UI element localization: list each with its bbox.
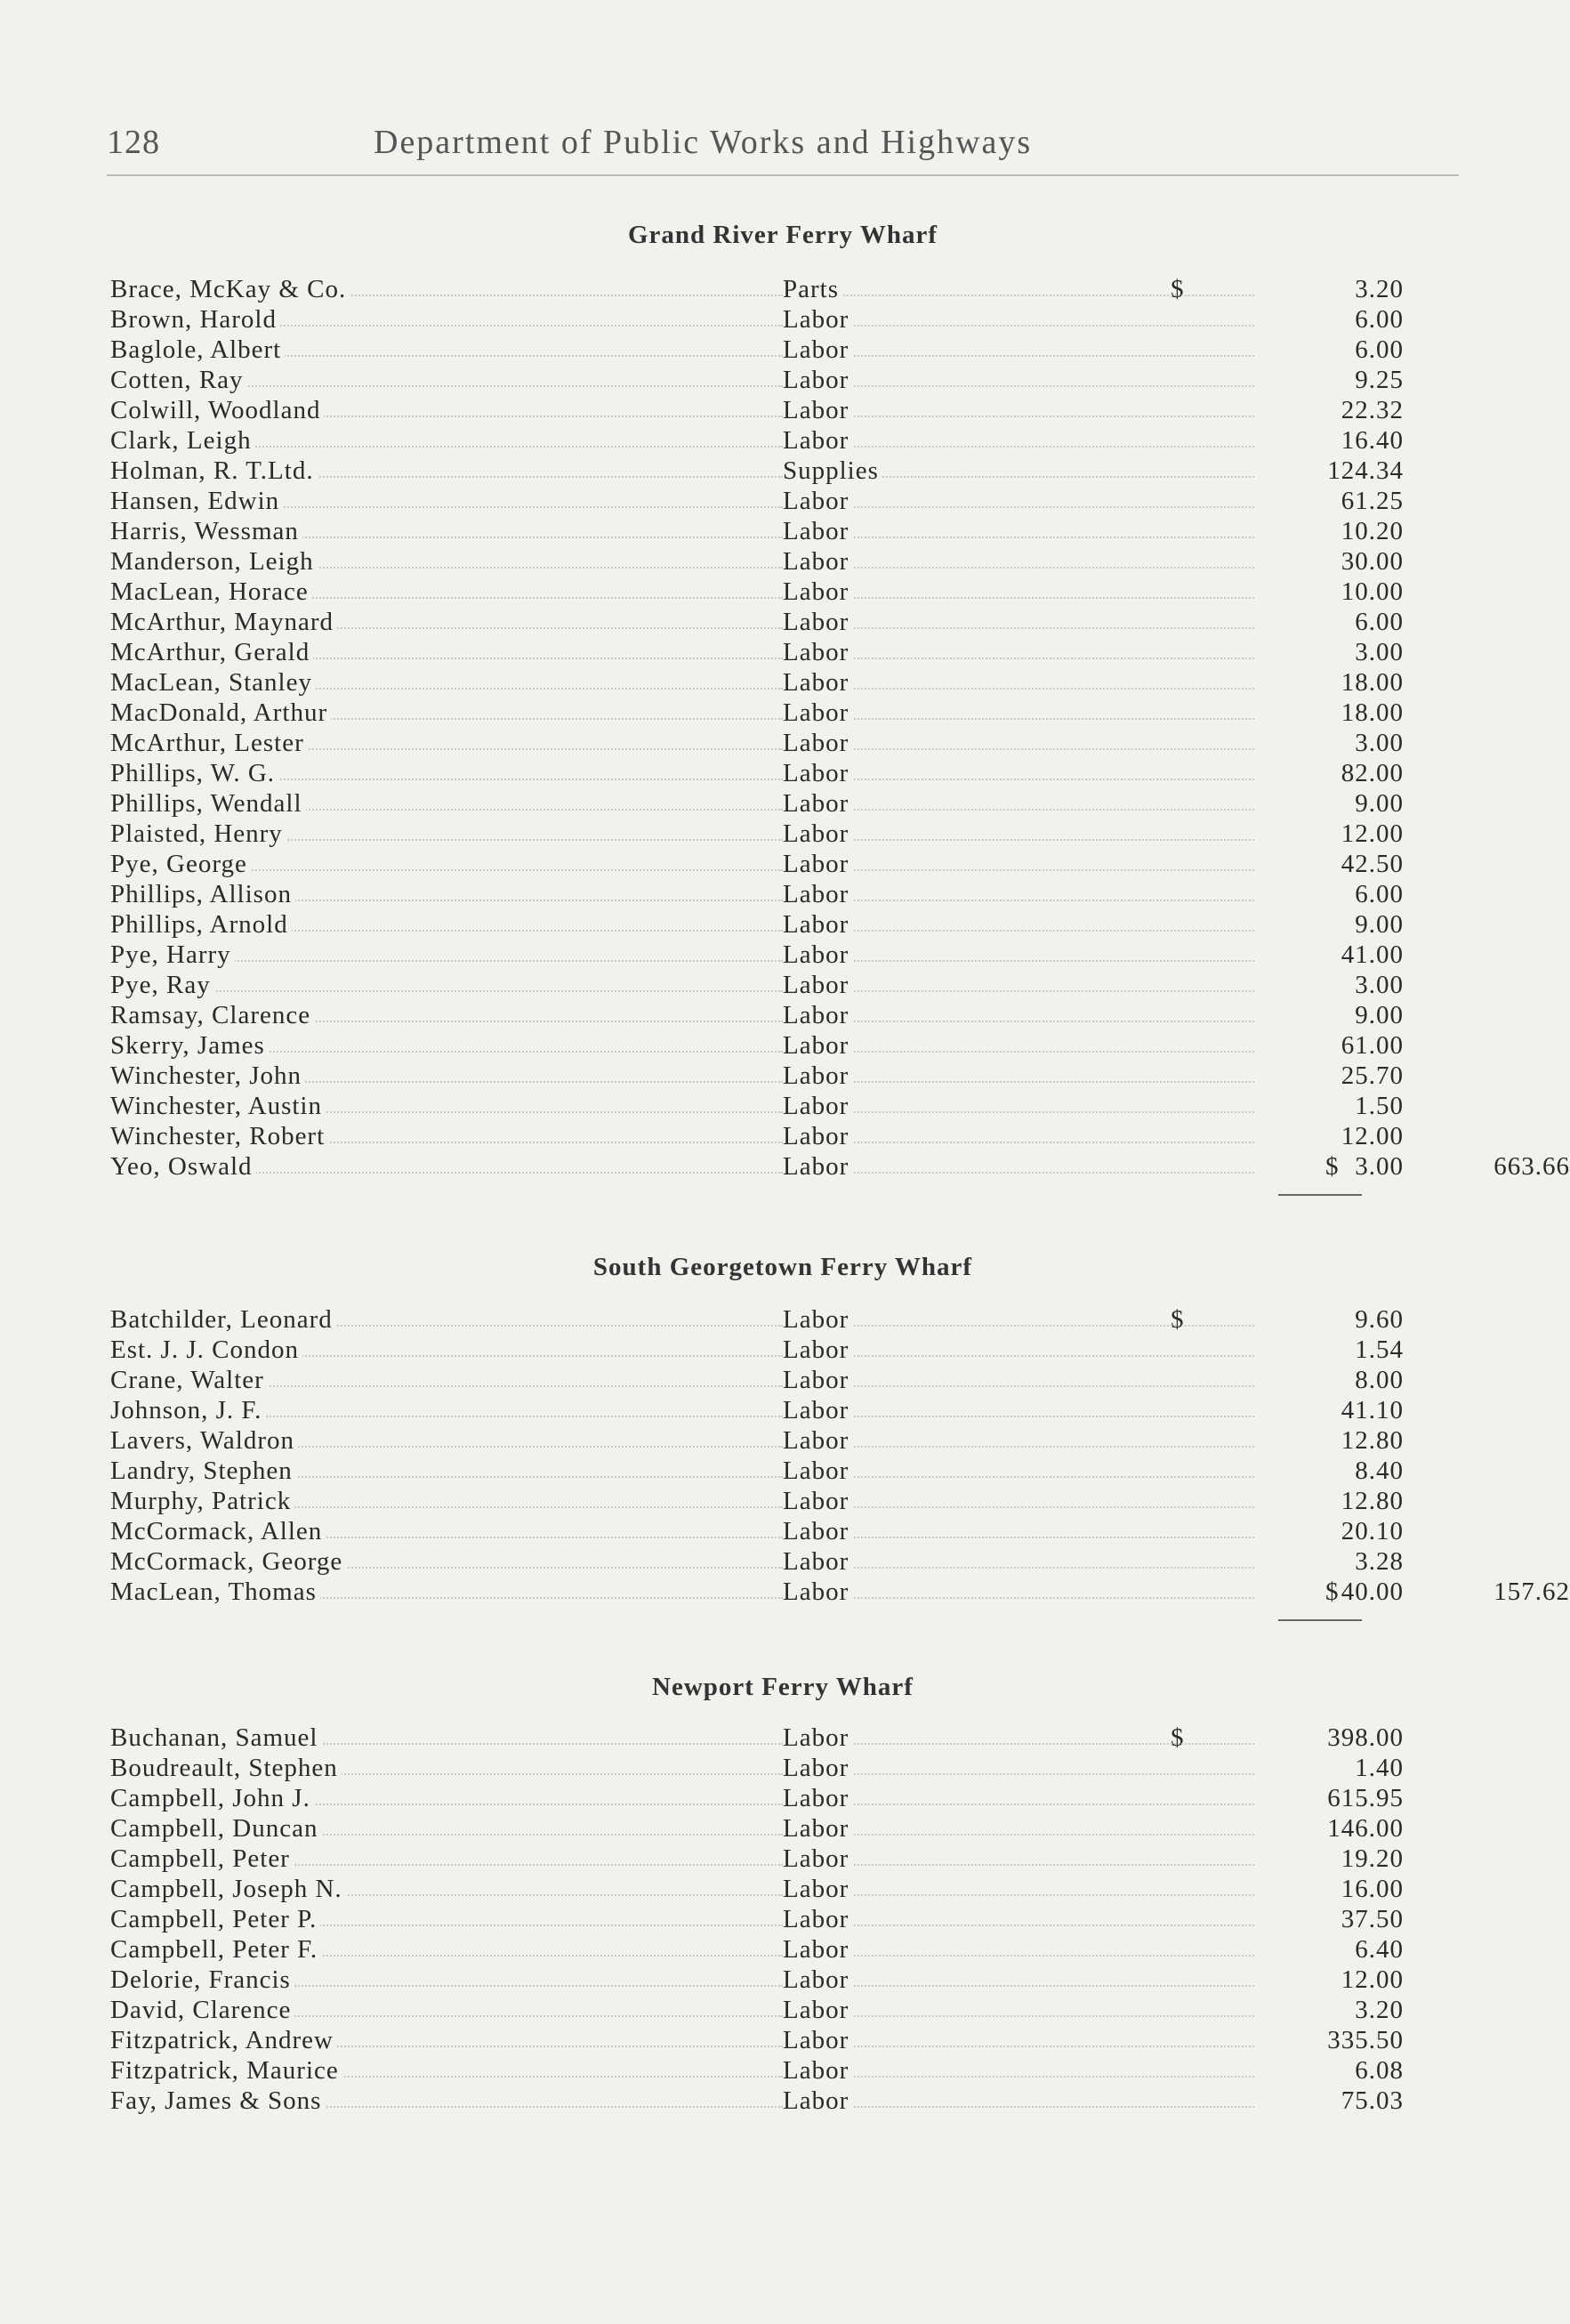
- item-amount: 398.00: [1327, 1723, 1404, 1752]
- item-amount: 3.20: [1355, 275, 1404, 303]
- payee-name: Campbell, Peter P.: [110, 1904, 320, 1934]
- payee-name: Pye, Harry: [110, 940, 235, 970]
- dot-leader: [783, 658, 1254, 659]
- dot-leader: [783, 1142, 1254, 1143]
- item-description: Labor: [783, 849, 852, 879]
- ledger-row: [107, 728, 1459, 758]
- payee-name: Brown, Harold: [110, 304, 280, 335]
- ledger-row: [107, 637, 1459, 667]
- item-description: Labor: [783, 1091, 852, 1121]
- item-amount: 3.00: [1355, 1152, 1404, 1181]
- item-description: Labor: [783, 909, 852, 940]
- item-amount: 12.00: [1341, 1122, 1404, 1150]
- payee-name: Campbell, Joseph N.: [110, 1874, 346, 1904]
- payee-name: Pye, George: [110, 849, 251, 879]
- sum-rule: [1278, 1619, 1362, 1621]
- item-description: Labor: [783, 1121, 852, 1151]
- payee-name: Winchester, Robert: [110, 1121, 328, 1151]
- dot-leader: [783, 506, 1254, 508]
- section-title: Grand River Ferry Wharf: [627, 221, 938, 249]
- dot-leader: [783, 1355, 1254, 1357]
- payee-name: Est. J. J. Condon: [110, 1335, 302, 1365]
- item-description: Labor: [783, 1546, 852, 1577]
- item-amount: 1.54: [1355, 1335, 1404, 1364]
- running-title: Department of Public Works and Highways: [374, 124, 1033, 161]
- ledger-rows: [107, 1304, 1570, 1607]
- item-amount: 9.00: [1355, 910, 1404, 939]
- payee-name: Murphy, Patrick: [110, 1486, 294, 1516]
- item-description: Labor: [783, 1425, 852, 1456]
- dot-leader: [783, 537, 1254, 538]
- ledger-row: [107, 1151, 1570, 1182]
- payee-name: McArthur, Maynard: [110, 607, 337, 637]
- item-amount: 9.60: [1355, 1305, 1404, 1334]
- item-amount: 75.03: [1341, 2086, 1404, 2115]
- ledger-row: [107, 1546, 1459, 1577]
- dot-leader: [783, 385, 1254, 387]
- page-number: 128: [107, 124, 160, 161]
- ledger-rows: [107, 274, 1570, 1182]
- payee-name: Colwill, Woodland: [110, 395, 324, 425]
- dot-leader: [783, 1021, 1254, 1022]
- payee-name: Cotten, Ray: [110, 365, 247, 395]
- item-amount: 19.20: [1341, 1844, 1404, 1873]
- total-currency-symbol: $: [1325, 1152, 1340, 1181]
- ledger-row: [107, 1456, 1459, 1486]
- sum-rule: [1278, 1194, 1362, 1196]
- item-amount: 61.25: [1341, 487, 1404, 515]
- dot-leader: [783, 1537, 1254, 1538]
- item-description: Supplies: [783, 456, 882, 486]
- item-description: Labor: [783, 1061, 852, 1091]
- payee-name: Phillips, W. G.: [110, 758, 278, 788]
- item-description: Labor: [783, 486, 852, 516]
- item-description: Labor: [783, 879, 852, 909]
- item-amount: 18.00: [1341, 698, 1404, 727]
- ledger-row: [107, 667, 1459, 698]
- payee-name: Ramsay, Clarence: [110, 1000, 314, 1030]
- item-amount: 12.00: [1341, 1965, 1404, 1994]
- ledger-row: [107, 1783, 1459, 1813]
- item-description: Labor: [783, 2025, 852, 2055]
- section-total: 663.66: [1494, 1152, 1570, 1181]
- item-amount: 41.00: [1341, 940, 1404, 969]
- currency-symbol: $: [1171, 275, 1185, 303]
- item-amount: 9.25: [1355, 366, 1404, 394]
- item-description: Labor: [783, 1934, 852, 1965]
- item-amount: 1.50: [1355, 1092, 1404, 1120]
- dot-leader: [783, 1804, 1254, 1805]
- item-amount: 42.50: [1341, 850, 1404, 878]
- ledger-row: [107, 546, 1459, 577]
- payee-name: Batchilder, Leonard: [110, 1304, 336, 1335]
- item-description: Labor: [783, 637, 852, 667]
- ledger-row: [107, 879, 1459, 909]
- payee-name: Fitzpatrick, Andrew: [110, 2025, 337, 2055]
- item-description: Labor: [783, 546, 852, 577]
- dot-leader: [783, 1834, 1254, 1836]
- item-description: Labor: [783, 1335, 852, 1365]
- dot-leader: [783, 1325, 1254, 1327]
- item-amount: 16.40: [1341, 426, 1404, 455]
- item-amount: 3.00: [1355, 638, 1404, 666]
- item-amount: 41.10: [1341, 1396, 1404, 1424]
- dot-leader: [783, 1506, 1254, 1508]
- dot-leader: [783, 295, 1254, 296]
- item-description: Labor: [783, 1965, 852, 1995]
- ledger-row: [107, 758, 1459, 788]
- dot-leader: [783, 1597, 1254, 1599]
- item-description: Labor: [783, 1000, 852, 1030]
- item-amount: 16.00: [1341, 1875, 1404, 1903]
- payee-name: McArthur, Lester: [110, 728, 308, 758]
- dot-leader: [783, 597, 1254, 599]
- item-description: Labor: [783, 728, 852, 758]
- ledger-row: [107, 274, 1459, 304]
- payee-name: Winchester, John: [110, 1061, 305, 1091]
- page-header: [107, 123, 1459, 176]
- ledger-row: [107, 1335, 1459, 1365]
- payee-name: Campbell, John J.: [110, 1783, 314, 1813]
- payee-name: Buchanan, Samuel: [110, 1723, 321, 1753]
- ledger-row: [107, 1121, 1459, 1151]
- ledger-row: [107, 2025, 1459, 2055]
- payee-name: Boudreault, Stephen: [110, 1753, 342, 1783]
- item-description: Labor: [783, 304, 852, 335]
- payee-name: Phillips, Allison: [110, 879, 295, 909]
- item-description: Labor: [783, 758, 852, 788]
- item-description: Labor: [783, 1723, 852, 1753]
- ledger-row: [107, 819, 1459, 849]
- payee-name: MacLean, Horace: [110, 577, 312, 607]
- item-description: Labor: [783, 1151, 852, 1182]
- dot-leader: [783, 446, 1254, 448]
- item-description: Labor: [783, 1456, 852, 1486]
- item-amount: 6.00: [1355, 305, 1404, 334]
- dot-leader: [783, 1773, 1254, 1775]
- ledger-row: [107, 1874, 1459, 1904]
- dot-leader: [783, 869, 1254, 871]
- ledger-row: [107, 1753, 1459, 1783]
- total-currency-symbol: $: [1325, 1578, 1340, 1606]
- item-description: Labor: [783, 335, 852, 365]
- ledger-row: [107, 1486, 1459, 1516]
- item-amount: 9.00: [1355, 789, 1404, 818]
- item-description: Labor: [783, 940, 852, 970]
- ledger-row: [107, 516, 1459, 546]
- item-amount: 37.50: [1341, 1905, 1404, 1933]
- dot-leader: [783, 930, 1254, 932]
- ledger-row: [107, 425, 1459, 456]
- item-description: Labor: [783, 607, 852, 637]
- dot-leader: [783, 325, 1254, 327]
- dot-leader: [783, 567, 1254, 569]
- item-description: Labor: [783, 1516, 852, 1546]
- payee-name: David, Clarence: [110, 1995, 294, 2025]
- item-description: Labor: [783, 1813, 852, 1844]
- payee-name: Winchester, Austin: [110, 1091, 326, 1121]
- ledger-row: [107, 395, 1459, 425]
- dot-leader: [783, 1567, 1254, 1569]
- dot-leader: [783, 1985, 1254, 1987]
- item-description: Labor: [783, 425, 852, 456]
- ledger-row: [107, 940, 1459, 970]
- dot-leader: [783, 1416, 1254, 1417]
- payee-name: Johnson, J. F.: [110, 1395, 265, 1425]
- dot-leader: [783, 1925, 1254, 1926]
- item-amount: 18.00: [1341, 668, 1404, 697]
- item-amount: 40.00: [1341, 1578, 1404, 1606]
- dot-leader: [783, 355, 1254, 357]
- ledger-row: [107, 1723, 1459, 1753]
- payee-name: Hansen, Edwin: [110, 486, 283, 516]
- ledger-row: [107, 698, 1459, 728]
- item-amount: 3.20: [1355, 1996, 1404, 2024]
- dot-leader: [783, 1446, 1254, 1448]
- ledger-row: [107, 1934, 1459, 1965]
- ledger-row: [107, 577, 1459, 607]
- item-amount: 6.08: [1355, 2056, 1404, 2085]
- payee-name: Landry, Stephen: [110, 1456, 296, 1486]
- item-amount: 146.00: [1327, 1814, 1404, 1843]
- dot-leader: [783, 1081, 1254, 1083]
- item-description: Labor: [783, 1904, 852, 1934]
- item-amount: 12.80: [1341, 1426, 1404, 1455]
- dot-leader: [783, 1864, 1254, 1866]
- dot-leader: [783, 900, 1254, 901]
- item-amount: 25.70: [1341, 1061, 1404, 1090]
- item-description: Labor: [783, 1844, 852, 1874]
- dot-leader: [783, 2015, 1254, 2017]
- item-amount: 1.40: [1355, 1754, 1404, 1782]
- dot-leader: [783, 718, 1254, 720]
- ledger-row: [107, 788, 1459, 819]
- payee-name: Plaisted, Henry: [110, 819, 286, 849]
- currency-symbol: $: [1171, 1305, 1185, 1334]
- item-amount: 615.95: [1327, 1784, 1404, 1812]
- payee-name: Phillips, Wendall: [110, 788, 306, 819]
- item-description: Labor: [783, 395, 852, 425]
- item-amount: 6.00: [1355, 335, 1404, 364]
- payee-name: MacLean, Thomas: [110, 1577, 320, 1607]
- ledger-row: [107, 1000, 1459, 1030]
- ledger-row: [107, 909, 1459, 940]
- item-description: Labor: [783, 819, 852, 849]
- item-amount: 3.00: [1355, 729, 1404, 757]
- ledger-row: [107, 1965, 1459, 1995]
- currency-symbol: $: [1171, 1723, 1185, 1752]
- section-title: Newport Ferry Wharf: [652, 1673, 914, 1701]
- payee-name: Campbell, Duncan: [110, 1813, 321, 1844]
- item-description: Parts: [783, 274, 842, 304]
- dot-leader: [783, 1051, 1254, 1053]
- item-description: Labor: [783, 516, 852, 546]
- payee-name: Lavers, Waldron: [110, 1425, 298, 1456]
- ledger-row: [107, 486, 1459, 516]
- dot-leader: [783, 1385, 1254, 1387]
- item-amount: 12.00: [1341, 819, 1404, 848]
- dot-leader: [783, 809, 1254, 811]
- ledger-row: [107, 1813, 1459, 1844]
- ledger-row: [107, 849, 1459, 879]
- item-description: Labor: [783, 1577, 852, 1607]
- ledger-row: [107, 365, 1459, 395]
- payee-name: Brace, McKay & Co.: [110, 274, 350, 304]
- payee-name: Clark, Leigh: [110, 425, 255, 456]
- item-amount: 3.00: [1355, 971, 1404, 999]
- item-description: Labor: [783, 1030, 852, 1061]
- dot-leader: [783, 1111, 1254, 1113]
- section-total: 157.62: [1494, 1578, 1570, 1606]
- item-amount: 10.00: [1341, 577, 1404, 606]
- ledger-row: [107, 1516, 1459, 1546]
- item-amount: 22.32: [1341, 396, 1404, 424]
- ledger-row: [107, 1904, 1459, 1934]
- dot-leader: [783, 2106, 1254, 2108]
- payee-name: MacDonald, Arthur: [110, 698, 331, 728]
- ledger-row: [107, 1395, 1459, 1425]
- item-amount: 9.00: [1355, 1001, 1404, 1029]
- payee-name: Manderson, Leigh: [110, 546, 318, 577]
- item-description: Labor: [783, 1304, 852, 1335]
- dot-leader: [783, 1172, 1254, 1174]
- ledger-row: [107, 1844, 1459, 1874]
- ledger-row: [107, 1304, 1459, 1335]
- payee-name: Fay, James & Sons: [110, 2086, 325, 2116]
- ledger-row: [107, 2086, 1459, 2116]
- item-amount: 12.80: [1341, 1487, 1404, 1515]
- ledger-row: [107, 2055, 1459, 2086]
- item-description: Labor: [783, 2086, 852, 2116]
- ledger-row: [107, 335, 1459, 365]
- item-description: Labor: [783, 698, 852, 728]
- dot-leader: [783, 748, 1254, 750]
- payee-name: Delorie, Francis: [110, 1965, 294, 1995]
- item-description: Labor: [783, 2055, 852, 2086]
- ledger-row: [107, 1365, 1459, 1395]
- payee-name: Phillips, Arnold: [110, 909, 292, 940]
- item-description: Labor: [783, 1783, 852, 1813]
- ledger-row: [107, 607, 1459, 637]
- dot-leader: [783, 960, 1254, 962]
- payee-name: Holman, R. T.Ltd.: [110, 456, 318, 486]
- header-rule: [107, 174, 1459, 176]
- item-description: Labor: [783, 1995, 852, 2025]
- ledger-row: [107, 1577, 1570, 1607]
- payee-name: Yeo, Oswald: [110, 1151, 256, 1182]
- item-amount: 8.00: [1355, 1366, 1404, 1394]
- dot-leader: [783, 779, 1254, 780]
- dot-leader: [783, 416, 1254, 417]
- dot-leader: [783, 627, 1254, 629]
- dot-leader: [783, 688, 1254, 690]
- payee-name: Fitzpatrick, Maurice: [110, 2055, 342, 2086]
- dot-leader: [783, 1894, 1254, 1896]
- payee-name: McArthur, Gerald: [110, 637, 313, 667]
- payee-name: Crane, Walter: [110, 1365, 268, 1395]
- item-description: Labor: [783, 1365, 852, 1395]
- payee-name: Campbell, Peter: [110, 1844, 294, 1874]
- payee-name: Skerry, James: [110, 1030, 269, 1061]
- item-amount: 6.40: [1355, 1935, 1404, 1964]
- item-amount: 3.28: [1355, 1547, 1404, 1576]
- ledger-row: [107, 304, 1459, 335]
- item-description: Labor: [783, 970, 852, 1000]
- payee-name: Pye, Ray: [110, 970, 214, 1000]
- ledger-row: [107, 1425, 1459, 1456]
- payee-name: MacLean, Stanley: [110, 667, 316, 698]
- item-description: Labor: [783, 1753, 852, 1783]
- dot-leader: [783, 1743, 1254, 1745]
- item-description: Labor: [783, 1395, 852, 1425]
- payee-name: Harris, Wessman: [110, 516, 302, 546]
- item-amount: 8.40: [1355, 1457, 1404, 1485]
- dot-leader: [783, 990, 1254, 992]
- section-title: South Georgetown Ferry Wharf: [592, 1253, 973, 1281]
- item-amount: 6.00: [1355, 880, 1404, 908]
- ledger-row: [107, 1030, 1459, 1061]
- item-amount: 124.34: [1327, 456, 1404, 485]
- ledger-row: [107, 970, 1459, 1000]
- dot-leader: [783, 2076, 1254, 2078]
- item-amount: 82.00: [1341, 759, 1404, 787]
- ledger-row: [107, 1061, 1459, 1091]
- item-amount: 10.20: [1341, 517, 1404, 545]
- item-amount: 30.00: [1341, 547, 1404, 576]
- ledger-rows: [107, 1723, 1459, 2116]
- item-amount: 20.10: [1341, 1517, 1404, 1545]
- item-description: Labor: [783, 365, 852, 395]
- dot-leader: [783, 839, 1254, 841]
- item-amount: 6.00: [1355, 608, 1404, 636]
- item-description: Labor: [783, 788, 852, 819]
- item-amount: 61.00: [1341, 1031, 1404, 1060]
- dot-leader: [783, 1476, 1254, 1478]
- item-description: Labor: [783, 577, 852, 607]
- item-amount: 335.50: [1327, 2026, 1404, 2054]
- payee-name: McCormack, George: [110, 1546, 346, 1577]
- payee-name: Baglole, Albert: [110, 335, 285, 365]
- payee-name: McCormack, Allen: [110, 1516, 326, 1546]
- ledger-row: [107, 456, 1459, 486]
- dot-leader: [783, 2046, 1254, 2047]
- item-description: Labor: [783, 1874, 852, 1904]
- dot-leader: [783, 1955, 1254, 1957]
- ledger-row: [107, 1995, 1459, 2025]
- ledger-row: [107, 1091, 1459, 1121]
- payee-name: Campbell, Peter F.: [110, 1934, 321, 1965]
- item-description: Labor: [783, 1486, 852, 1516]
- item-description: Labor: [783, 667, 852, 698]
